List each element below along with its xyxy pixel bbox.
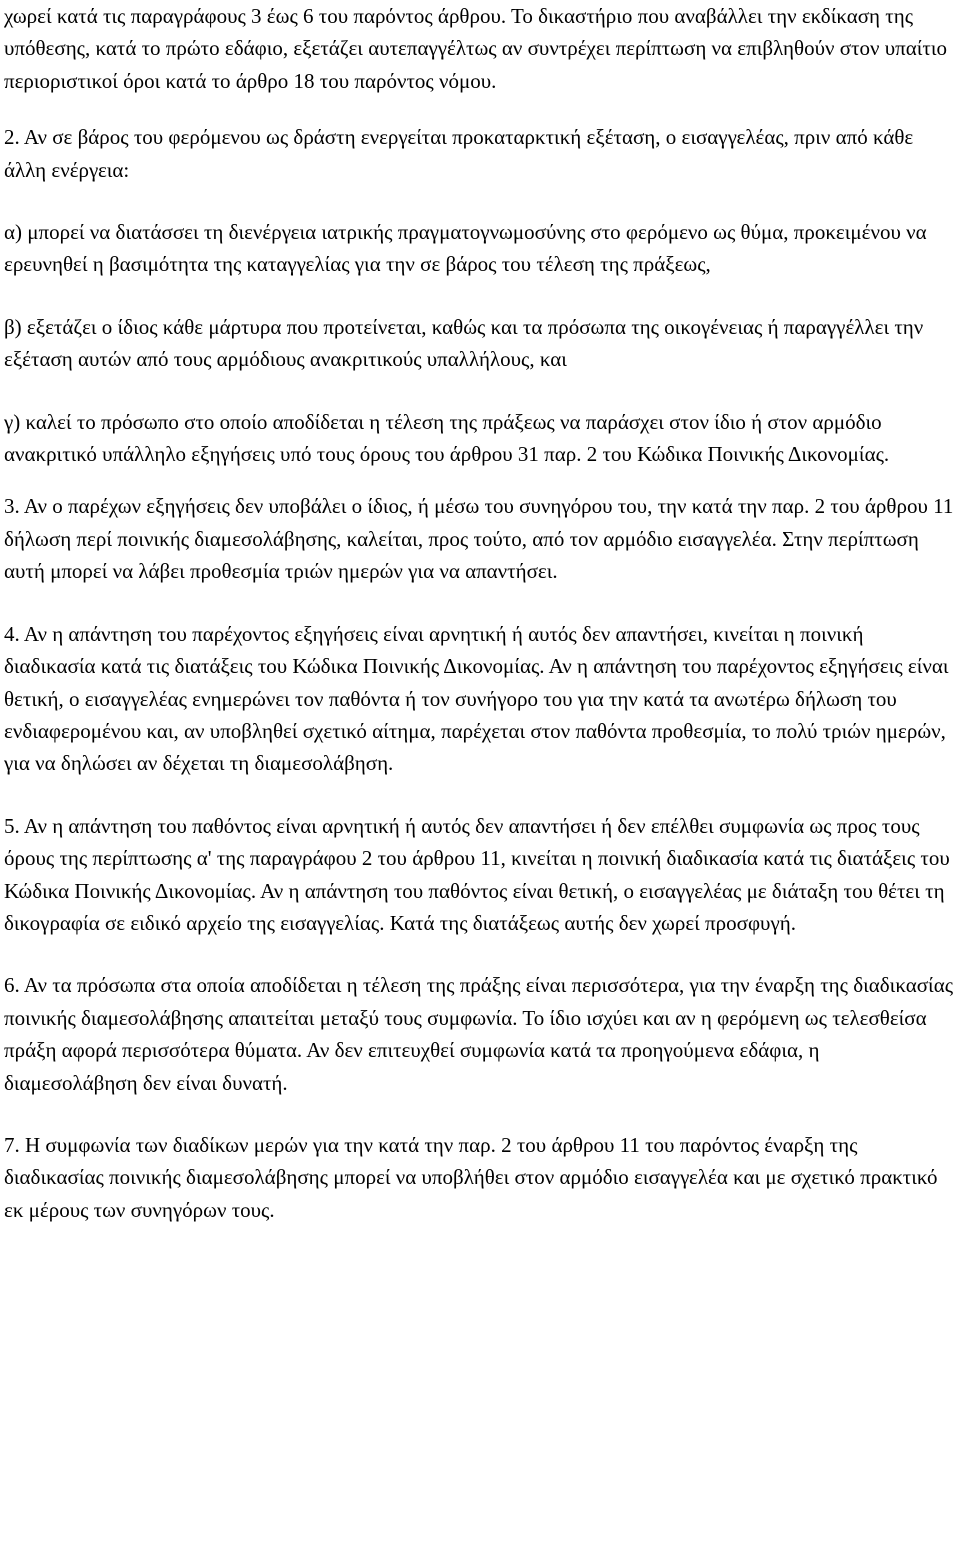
paragraph-2-item-b: β) εξετάζει ο ίδιος κάθε μάρτυρα που προτείνεται, καθώς και τα πρόσωπα της οικογένειας ή παραγγέλλει την εξέταση αυτών από τους αρμόδιους ανακριτικούς υπαλλήλους, και: [4, 314, 924, 372]
paragraph-7: 7. Η συμφωνία των διαδίκων μερών για την κατά την παρ. 2 του άρθρου 11 του παρόντος έναρξη της διαδικασίας ποινικής διαμεσολάβησης μπορεί να υποβλήθει στον αρμόδιο εισαγγελέα και με σχετικό πρακτικό εκ μέρους των συνηγόρων τους.: [4, 1132, 938, 1222]
paragraph-6: 6. Αν τα πρόσωπα στα οποία αποδίδεται η τέλεση της πράξης είναι περισσότερα, για την έναρξη της διαδικασίας ποινικής διαμεσολάβησης απαιτείται μεταξύ τους συμφωνία. Το ίδιο ισχύει και αν η φερόμενη ως τελεσθείσα πράξη αφορά περισσότερα θύματα. Αν δεν επιτευχθεί συμφωνία κατά τα προηγούμενα εδάφια, η διαμεσολάβηση δεν είναι δυνατή.: [4, 973, 954, 1095]
paragraph-2-item-c: γ) καλεί το πρόσωπο στο οποίο αποδίδεται η τέλεση της πράξεως να παράσχει στον ίδιο ή στον αρμόδιο ανακριτικό υπάλληλο εξηγήσεις υπό τους όρους του άρθρου 31 παρ. 2 του Κώδικα Ποινικής Δικονομίας.: [4, 409, 890, 467]
paragraph-2: 2. Αν σε βάρος του φερόμενου ως δράστη ενεργείται προκαταρκτική εξέταση, ο εισαγγελέας, πριν από κάθε άλλη ενέργεια:: [4, 125, 914, 182]
paragraph-2-item-a: α) μπορεί να διατάσσει τη διενέργεια ιατρικής πραγματογνωμοσύνης στο φερόμενο ως θύμα, προκειμένου να ερευνηθεί η βασιμότητα της καταγγελίας για την σε βάρος του τέλεση της πράξεως,: [4, 220, 927, 277]
paragraph-3: 3. Αν ο παρέχων εξηγήσεις δεν υποβάλει ο ίδιος, ή μέσω του συνηγόρου του, την κατά την παρ. 2 του άρθρου 11 δήλωση περί ποινικής διαμεσολάβησης, καλείται, προς τούτο, από τον αρμόδιο εισαγγελέα. Στην περίπτωση αυτή μπορεί να λάβει προθεσμία τριών ημερών για να απαντήσει.: [4, 494, 954, 584]
paragraph-5: 5. Αν η απάντηση του παθόντος είναι αρνητική ή αυτός δεν απαντήσει ή δεν επέλθει συμφωνία ως προς τους όρους της περίπτωσης α' της παραγράφου 2 του άρθρου 11, κινείται η ποινική διαδικασία κατά τις διατάξεις του Κώδικα Ποινικής Δικονομίας. Αν η απάντηση του παθόντος είναι θετική, ο εισαγγελέας με διάταξη του θέτει τη δικογραφία σε ειδικό αρχείο της εισαγγελίας. Κατά της διατάξεως αυτής δεν χωρεί προσφυγή.: [4, 813, 950, 935]
paragraph-4: 4. Αν η απάντηση του παρέχοντος εξηγήσεις είναι αρνητική ή αυτός δεν απαντήσει, κινείται η ποινική διαδικασία κατά τις διατάξεις του Κώδικα Ποινικής Δικονομίας. Αν η απάντηση του παρέχοντος εξηγήσεις είναι θετική, ο εισαγγελέας ενημερώνει τον παθόντα ή τον συνήγορο του για την κατά τα ανωτέρω δήλωση του ενδιαφερομένου και, αν υποβληθεί σχετικό αίτημα, παρέχεται στον παθόντα προθεσμία, το πολύ τριών ημερών, για να δηλώσει αν δέχεται τη διαμεσολάβηση.: [4, 621, 949, 776]
paragraph-continuation: χωρεί κατά τις παραγράφους 3 έως 6 του παρόντος άρθρου. Το δικαστήριο που αναβάλλει την εκδίκαση της υπόθεσης, κατά το πρώτο εδάφιο, εξετάζει αυτεπαγγέλτως αν συντρέχει περίπτωση να επιβληθούν στον υπαίτιο περιοριστικοί όροι κατά το άρθρο 18 του παρόντος νόμου.: [4, 4, 947, 93]
